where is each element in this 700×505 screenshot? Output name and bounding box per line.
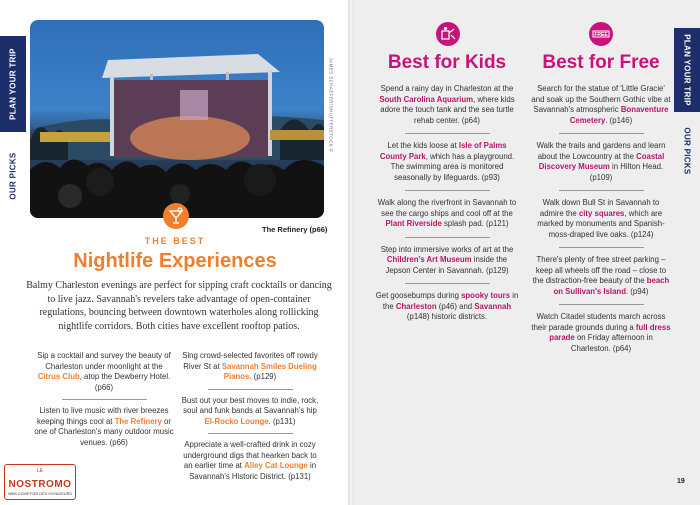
- nightlife-item-el-rocko: [180, 396, 320, 428]
- kids-item: [374, 141, 520, 183]
- place-link[interactable]: Alley Cat Lounge: [244, 461, 308, 470]
- place-link[interactable]: beach on Sullivan's Island: [553, 276, 670, 296]
- item-text: in Hilton Head. (p109): [589, 162, 664, 182]
- place-link[interactable]: Charleston: [395, 301, 437, 311]
- item-text: . (p129): [249, 372, 277, 381]
- item-text: , which are marked by monuments and Spanish-moss-draped live oaks. (p124): [537, 208, 665, 239]
- place-link[interactable]: full dress parade: [549, 322, 671, 342]
- free-item: [530, 312, 672, 354]
- nightlife-title: Nightlife Experiences: [73, 250, 277, 272]
- item-text: There's plenty of free street parking – keep all wheels off the road – close to the distraction-free beauty of the: [532, 255, 667, 285]
- item-text: Spend a rainy day in Charleston at the: [380, 84, 514, 93]
- page-number: 19: [677, 478, 685, 485]
- item-text: or one of Charleston's many outdoor music venues. (p66): [34, 416, 174, 447]
- kids-item: [374, 291, 520, 323]
- item-text: Appreciate a well-crafted drink in cozy underground digs that hearken back to an earlier time at: [183, 440, 317, 470]
- plan-your-trip-tab: [0, 36, 26, 132]
- item-text: inside the Jepson Center in Savannah. (p129): [385, 255, 509, 275]
- divider: [405, 190, 490, 191]
- item-text: Step into immersive works of art at the: [380, 244, 514, 254]
- photo-credit-text: JAMES SCHAEFER/SHUTTERSTOCK ©: [328, 57, 334, 153]
- nightlife-item-citrus-club: [34, 351, 174, 393]
- item-text: Search for the statue of 'Little Gracie' and soak up the Southern Gothic vibe at Savannah's atmospheric: [531, 84, 671, 114]
- item-text: in Savannah's Historic District. (p131): [189, 461, 317, 481]
- nightlife-item-alley-cat: [180, 440, 320, 482]
- divider: [559, 304, 644, 305]
- nightlife-item-dueling-pianos: [180, 351, 320, 383]
- side-tab-right: [674, 28, 700, 178]
- free-item: [530, 141, 672, 183]
- nightlife-column-1: [34, 351, 174, 452]
- divider: [405, 283, 490, 284]
- item-text: Walk along the riverfront in Savannah to see the cargo ships and cool off at the: [377, 198, 517, 218]
- item-text: on Friday afternoon in Charleston. (p64): [570, 333, 653, 353]
- place-link[interactable]: spooky tours: [461, 291, 511, 300]
- concert-photo: [30, 20, 324, 218]
- item-text: , atop the Dewberry Hotel. (p66): [79, 372, 171, 392]
- place-link[interactable]: Citrus Club: [37, 372, 80, 381]
- item-text: . (p94): [625, 286, 649, 296]
- place-link[interactable]: South Carolina Aquarium: [379, 94, 474, 104]
- place-link[interactable]: Isle of Palms County Park: [379, 141, 507, 161]
- place-link[interactable]: Plant Riverside: [385, 219, 442, 228]
- plan-your-trip-label: PLAN YOUR TRIP: [682, 34, 692, 106]
- item-text: Bust out your best moves to indie, rock, soul and funk bands at Savannah's hip: [181, 395, 319, 415]
- divider: [559, 190, 644, 191]
- item-text: , which has a playground. The swimming area is monitored seasonally by lifeguards. (p93): [390, 151, 515, 182]
- nightlife-item-refinery: [34, 406, 174, 448]
- item-text: Listen to live music with river breezes keeping things cool at: [37, 406, 169, 426]
- item-text: Let the kids loose at: [387, 141, 459, 150]
- item-text: . (p146): [605, 115, 633, 125]
- nightlife-column-2: [180, 351, 320, 486]
- free-icon-label: FREE: [594, 32, 608, 38]
- kids-icon: [436, 22, 460, 46]
- divider: [208, 389, 293, 390]
- logo-top-text: LE: [36, 468, 44, 474]
- divider: [559, 133, 644, 134]
- free-icon: [589, 22, 613, 46]
- item-text: Walk the trails and gardens and learn about the Lowcountry at the: [536, 141, 666, 161]
- side-tab-left: [0, 36, 26, 226]
- the-best-kicker: THE BEST: [144, 236, 206, 246]
- photo-credit: [326, 30, 336, 180]
- kids-item: [374, 198, 520, 230]
- logo-name: NOSTROMO: [8, 479, 72, 490]
- item-text: Walk down Bull St in Savannah to admire the: [539, 198, 660, 218]
- nostromo-logo: [4, 464, 76, 500]
- place-link[interactable]: Coastal Discovery Museum: [538, 151, 665, 171]
- divider: [559, 247, 644, 248]
- nightlife-intro: Balmy Charleston evenings are perfect for sipping craft cocktails or dancing to live jazz. Savannah's revelers take advantage of open-container regulations, bouncing between downtown waterholes along rollicking nightlife corridors. Both cities have excellent rooftop patios.: [26, 280, 332, 332]
- kids-title: Best for Kids: [387, 52, 507, 73]
- free-item: [530, 84, 672, 126]
- plan-your-trip-tab: [674, 28, 700, 112]
- divider: [208, 433, 293, 434]
- place-link[interactable]: The Refinery: [114, 416, 162, 426]
- item-text: Sing crowd-selected favorites off rowdy River St at: [182, 351, 318, 371]
- free-item: [530, 198, 672, 240]
- place-link[interactable]: city squares: [578, 208, 625, 218]
- our-picks-tab: [674, 116, 700, 186]
- place-link[interactable]: El-Rocko Lounge: [204, 416, 269, 426]
- divider: [405, 133, 490, 134]
- free-item: [530, 255, 672, 297]
- divider: [62, 399, 147, 400]
- item-text: Sip a cocktail and survey the beauty of Charleston under moonlight at the: [37, 351, 171, 371]
- place-link[interactable]: Bonaventure Cemetery: [569, 105, 669, 125]
- kids-item: [374, 245, 520, 277]
- item-text: Watch Citadel students march across their parade grounds during a: [531, 312, 666, 332]
- item-text: (p46) and: [436, 301, 475, 311]
- item-text: . (p131): [268, 416, 296, 426]
- free-title: Best for Free: [542, 52, 660, 73]
- item-text: Get goosebumps during: [375, 291, 462, 300]
- item-text: (p148) historic districts.: [406, 312, 488, 321]
- divider: [405, 237, 490, 238]
- kids-column: [374, 84, 520, 323]
- item-text: splash pad. (p121): [441, 219, 509, 228]
- kids-item: [374, 84, 520, 126]
- our-picks-tab: [0, 136, 26, 216]
- our-picks-label: OUR PICKS: [682, 127, 692, 175]
- plan-your-trip-label: PLAN YOUR TRIP: [8, 48, 18, 120]
- item-text: , where kids adore the touch tank and the sea turtle rehab center. (p64): [380, 94, 515, 125]
- place-link[interactable]: Savannah Smiles Dueling Pianos: [221, 361, 317, 381]
- logo-subtitle: WEB COMPTOIR DES VOYAGEURS: [8, 492, 72, 496]
- cocktail-icon: [163, 203, 189, 229]
- item-text: in the: [382, 291, 519, 311]
- our-picks-label: OUR PICKS: [8, 152, 18, 200]
- free-column: [530, 84, 672, 354]
- place-link[interactable]: Children's Art Museum: [386, 255, 472, 264]
- place-link[interactable]: Savannah: [474, 301, 512, 311]
- photo-caption: The Refinery (p66): [262, 225, 328, 234]
